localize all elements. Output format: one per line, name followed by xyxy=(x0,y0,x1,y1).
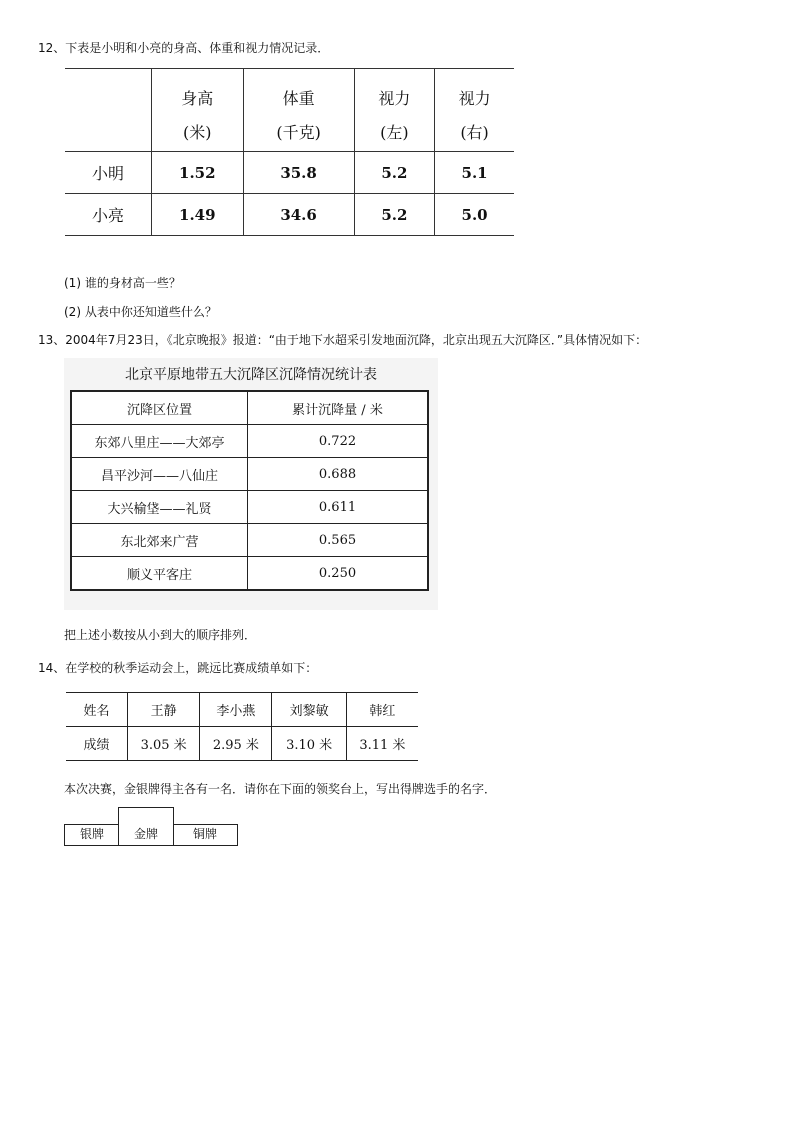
podium-silver: 银牌 xyxy=(64,824,120,846)
podium-gold: 金牌 xyxy=(118,807,174,846)
table-cell: 0.688 xyxy=(248,458,429,491)
table-header-cell: 身高 xyxy=(152,69,244,112)
height-weight-vision-table xyxy=(65,68,514,236)
table-cell: 东郊八里庄——大郊亭 xyxy=(71,425,248,458)
question-12-text: 12、下表是小明和小亮的身高、体重和视力情况记录． xyxy=(38,41,330,55)
table-row xyxy=(71,557,428,591)
table-cell: 刘黎敏 xyxy=(272,693,346,727)
subsidence-table xyxy=(70,390,429,591)
table-row xyxy=(65,194,514,236)
table-header-cell: 视力 xyxy=(435,69,514,112)
table-cell: 0.250 xyxy=(248,557,429,591)
table-cell: 0.611 xyxy=(248,491,429,524)
table-cell-name: 小明 xyxy=(65,152,152,194)
long-jump-results-table xyxy=(66,692,418,761)
table-row xyxy=(71,425,428,458)
table-header-cell: 视力 xyxy=(354,69,435,112)
table-header-cell: 累计沉降量 / 米 xyxy=(248,391,429,425)
table-cell: 34.6 xyxy=(243,194,354,236)
table-cell: 昌平沙河——八仙庄 xyxy=(71,458,248,491)
question-13-instruction: 把上述小数按从小到大的顺序排列． xyxy=(64,628,257,642)
table-row xyxy=(71,491,428,524)
table-row-scores xyxy=(66,727,418,761)
table-title: 北京平原地带五大沉降区沉降情况统计表 xyxy=(125,367,377,383)
table-cell: 0.722 xyxy=(248,425,429,458)
table-header-cell: 成绩 xyxy=(66,727,128,761)
table-header-row xyxy=(71,391,428,425)
table-cell: 5.0 xyxy=(435,194,514,236)
table-cell: 大兴榆垡——礼贤 xyxy=(71,491,248,524)
table-header-row xyxy=(65,69,514,112)
question-13-text: 13、2004年7月23日，《北京晚报》报道：“由于地下水超采引发地面沉降，北京出现五大沉降区．”具体情况如下： xyxy=(38,333,648,347)
table-header-cell: 沉降区位置 xyxy=(71,391,248,425)
table-cell: 1.52 xyxy=(152,152,244,194)
table-unit-cell: (左) xyxy=(354,111,435,152)
table-unit-cell: (千克) xyxy=(243,111,354,152)
question-14-text: 14、在学校的秋季运动会上，跳远比赛成绩单如下： xyxy=(38,661,318,675)
table-unit-cell: (米) xyxy=(152,111,244,152)
table-cell: 3.10 米 xyxy=(272,727,346,761)
table-cell xyxy=(65,111,152,152)
table-row xyxy=(71,524,428,557)
table-cell-name: 小亮 xyxy=(65,194,152,236)
table-cell: 3.11 米 xyxy=(346,727,418,761)
table-cell: 王静 xyxy=(128,693,200,727)
table-row-names xyxy=(66,693,418,727)
table-cell: 东北郊来广营 xyxy=(71,524,248,557)
question-14-instruction: 本次决赛，金银牌得主各有一名．请你在下面的领奖台上，写出得牌选手的名字． xyxy=(64,782,497,796)
table-header-cell: 姓名 xyxy=(66,693,128,727)
table-cell: 35.8 xyxy=(243,152,354,194)
table-unit-cell: (右) xyxy=(435,111,514,152)
table-cell xyxy=(65,69,152,112)
table-header-unit-row xyxy=(65,111,514,152)
question-12-sub-1: (1) 谁的身材高一些？ xyxy=(64,276,181,290)
table-header-cell: 体重 xyxy=(243,69,354,112)
table-cell: 5.2 xyxy=(354,152,435,194)
table-cell: 1.49 xyxy=(152,194,244,236)
table-cell: 5.1 xyxy=(435,152,514,194)
table-cell: 顺义平客庄 xyxy=(71,557,248,591)
table-cell: 3.05 米 xyxy=(128,727,200,761)
table-cell: 韩红 xyxy=(346,693,418,727)
table-row xyxy=(65,152,514,194)
subsidence-table-figure xyxy=(64,358,438,610)
table-cell: 0.565 xyxy=(248,524,429,557)
podium-bronze: 铜牌 xyxy=(172,824,238,846)
question-12-sub-2: (2) 从表中你还知道些什么？ xyxy=(64,305,217,319)
table-cell: 5.2 xyxy=(354,194,435,236)
table-cell: 李小燕 xyxy=(200,693,272,727)
table-row xyxy=(71,458,428,491)
table-cell: 2.95 米 xyxy=(200,727,272,761)
